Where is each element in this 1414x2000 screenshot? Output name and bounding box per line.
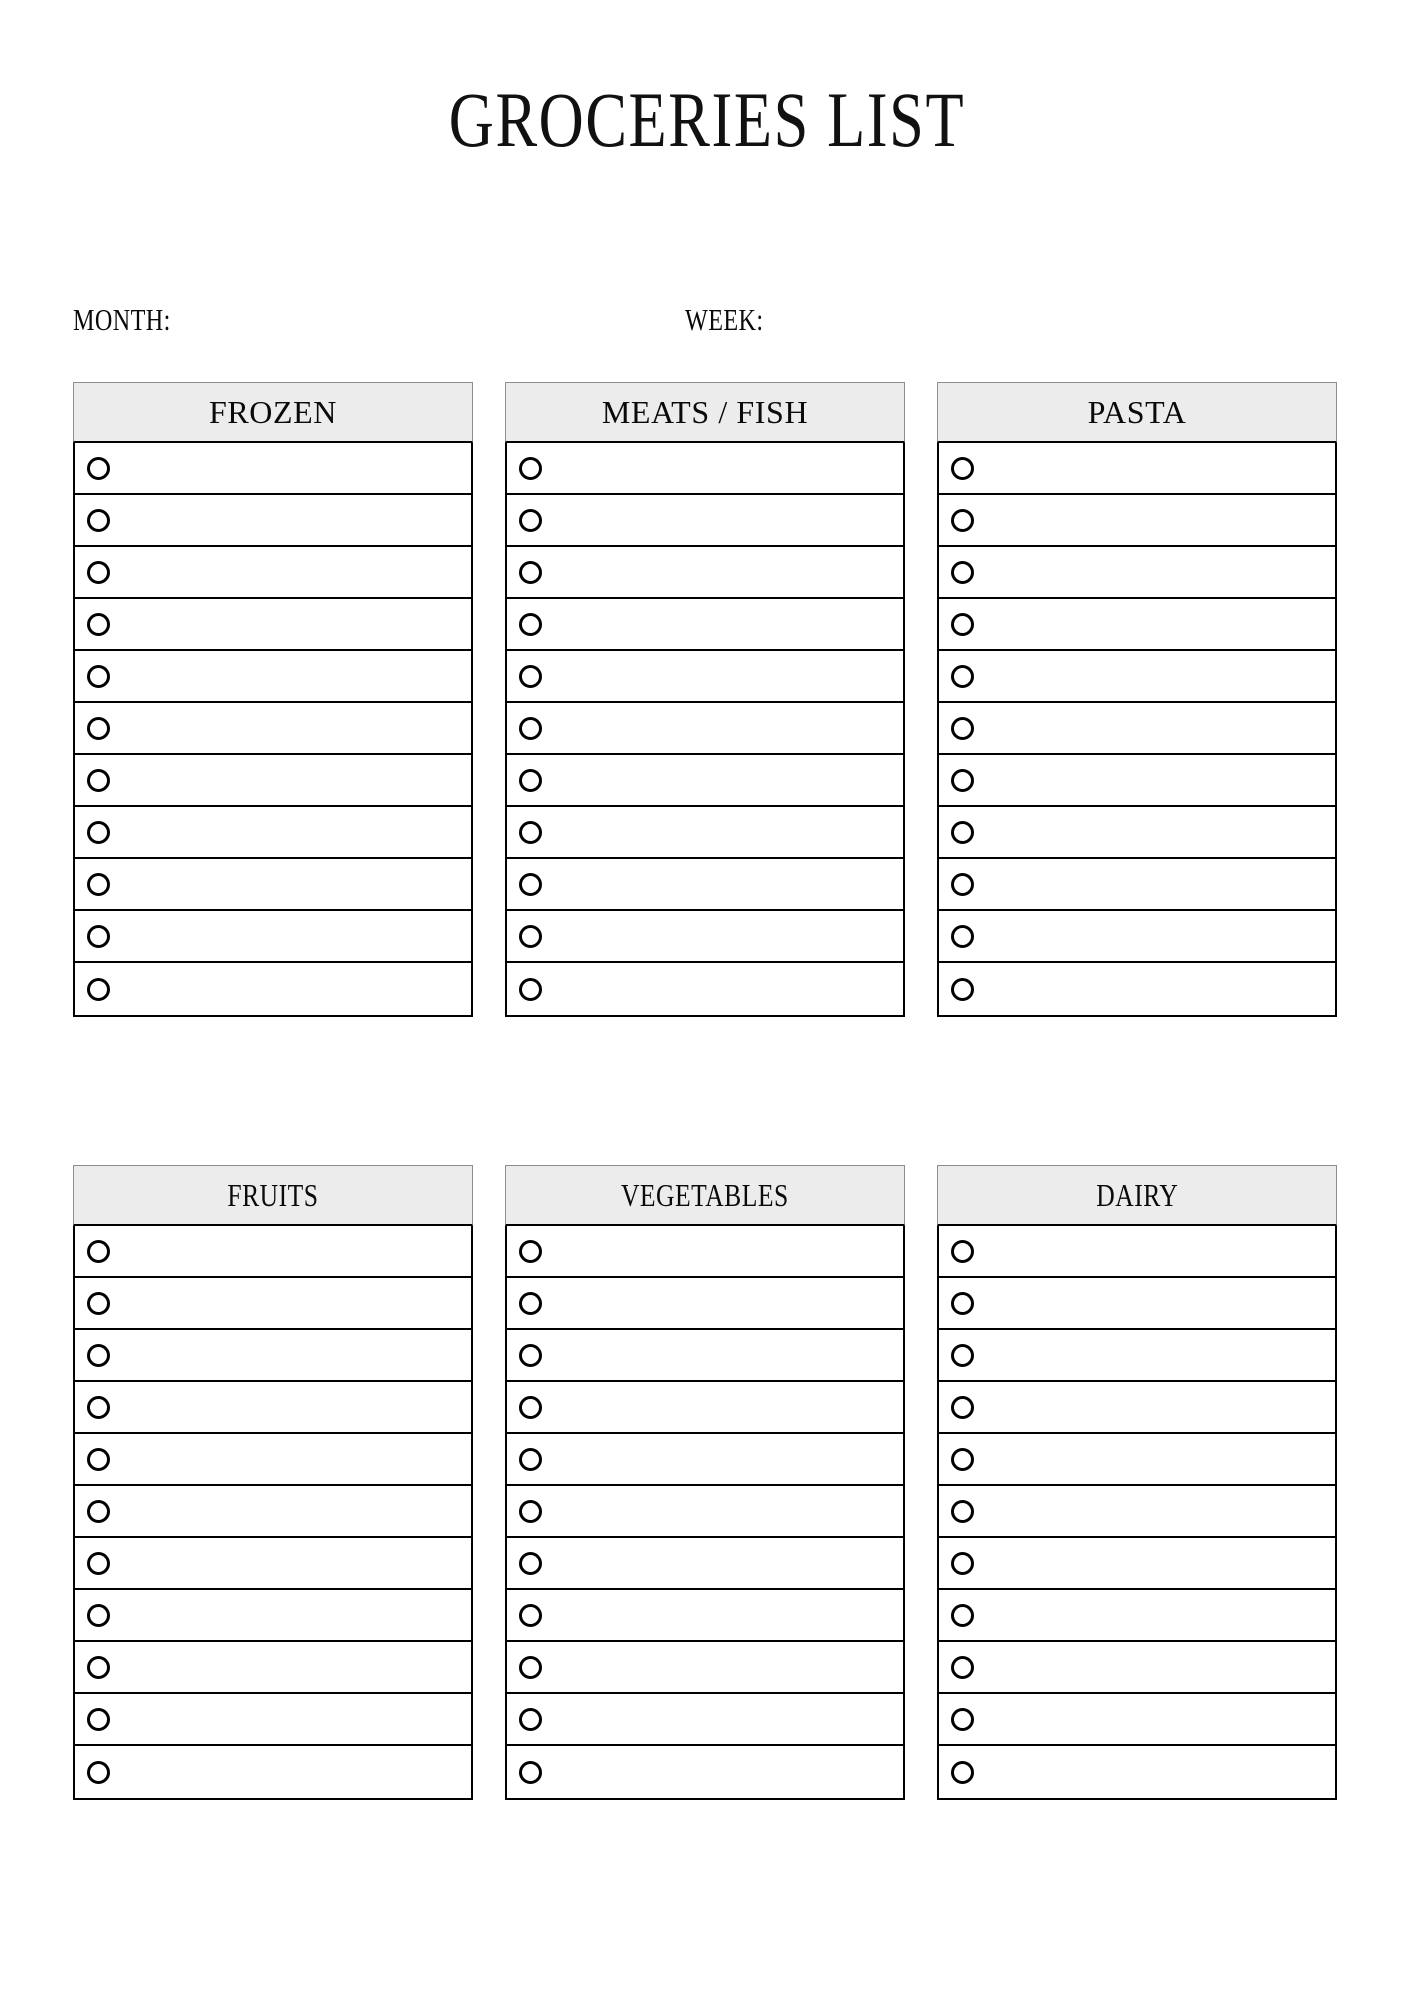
list-item[interactable] xyxy=(507,651,903,703)
category-rows xyxy=(505,1226,905,1800)
category-table-pasta xyxy=(937,382,1337,1017)
checkbox-circle-icon[interactable] xyxy=(87,1761,110,1784)
item-text-field[interactable] xyxy=(542,1746,903,1798)
checkbox-circle-icon[interactable] xyxy=(951,665,974,688)
list-item[interactable] xyxy=(75,1538,471,1590)
category-header xyxy=(505,382,905,443)
item-text-field[interactable] xyxy=(542,1382,903,1432)
checkbox-circle-icon[interactable] xyxy=(951,1604,974,1627)
checkbox-circle-icon[interactable] xyxy=(519,1344,542,1367)
list-item[interactable] xyxy=(75,599,471,651)
checkbox-circle-icon[interactable] xyxy=(87,978,110,1001)
item-text-field[interactable] xyxy=(110,547,471,597)
checkbox-circle-icon[interactable] xyxy=(519,925,542,948)
checkbox-circle-icon[interactable] xyxy=(951,1396,974,1419)
list-item[interactable] xyxy=(939,1226,1335,1278)
category-table-dairy xyxy=(937,1165,1337,1800)
category-rows xyxy=(505,443,905,1017)
category-table-frozen xyxy=(73,382,473,1017)
category-header xyxy=(73,382,473,443)
checkbox-circle-icon[interactable] xyxy=(519,1708,542,1731)
category-header xyxy=(937,1165,1337,1226)
item-text-field[interactable] xyxy=(974,1642,1335,1692)
list-item[interactable] xyxy=(75,443,471,495)
list-item[interactable] xyxy=(507,1226,903,1278)
item-text-field[interactable] xyxy=(110,1278,471,1328)
checkbox-circle-icon[interactable] xyxy=(87,873,110,896)
checkbox-circle-icon[interactable] xyxy=(87,769,110,792)
item-text-field[interactable] xyxy=(542,1538,903,1588)
list-item[interactable] xyxy=(75,859,471,911)
checkbox-circle-icon[interactable] xyxy=(519,665,542,688)
list-item[interactable] xyxy=(939,1538,1335,1590)
checkbox-circle-icon[interactable] xyxy=(951,1240,974,1263)
checkbox-circle-icon[interactable] xyxy=(519,1656,542,1679)
checkbox-circle-icon[interactable] xyxy=(951,1552,974,1575)
checkbox-circle-icon[interactable] xyxy=(951,1448,974,1471)
checkbox-circle-icon[interactable] xyxy=(519,1604,542,1627)
checkbox-circle-icon[interactable] xyxy=(951,1500,974,1523)
list-item[interactable] xyxy=(939,703,1335,755)
checkbox-circle-icon[interactable] xyxy=(87,1344,110,1367)
category-header xyxy=(505,1165,905,1226)
checkbox-circle-icon[interactable] xyxy=(951,1656,974,1679)
item-text-field[interactable] xyxy=(110,1226,471,1276)
item-text-field[interactable] xyxy=(974,1590,1335,1640)
item-text-field[interactable] xyxy=(974,1330,1335,1380)
checkbox-circle-icon[interactable] xyxy=(519,873,542,896)
checkbox-circle-icon[interactable] xyxy=(951,821,974,844)
list-item[interactable] xyxy=(939,1486,1335,1538)
list-item[interactable] xyxy=(75,495,471,547)
list-item[interactable] xyxy=(939,495,1335,547)
list-item[interactable] xyxy=(507,859,903,911)
item-text-field[interactable] xyxy=(974,1226,1335,1276)
list-item[interactable] xyxy=(507,495,903,547)
page-title: GROCERIES LIST xyxy=(448,76,966,163)
list-item[interactable] xyxy=(75,1694,471,1746)
item-text-field[interactable] xyxy=(110,651,471,701)
list-item[interactable] xyxy=(75,1382,471,1434)
checkbox-circle-icon[interactable] xyxy=(87,665,110,688)
list-item[interactable] xyxy=(507,1694,903,1746)
checkbox-circle-icon[interactable] xyxy=(519,561,542,584)
list-item[interactable] xyxy=(75,1330,471,1382)
item-text-field[interactable] xyxy=(110,807,471,857)
list-item[interactable] xyxy=(939,599,1335,651)
checkbox-circle-icon[interactable] xyxy=(951,509,974,532)
item-text-field[interactable] xyxy=(974,443,1335,493)
item-text-field[interactable] xyxy=(542,1642,903,1692)
list-item[interactable] xyxy=(75,1226,471,1278)
checkbox-circle-icon[interactable] xyxy=(519,1448,542,1471)
list-item[interactable] xyxy=(939,963,1335,1015)
item-text-field[interactable] xyxy=(110,963,471,1015)
list-item[interactable] xyxy=(939,755,1335,807)
checkbox-circle-icon[interactable] xyxy=(519,978,542,1001)
item-text-field[interactable] xyxy=(974,755,1335,805)
item-text-field[interactable] xyxy=(110,1434,471,1484)
list-item[interactable] xyxy=(939,547,1335,599)
list-item[interactable] xyxy=(507,1642,903,1694)
item-text-field[interactable] xyxy=(110,599,471,649)
item-text-field[interactable] xyxy=(110,1330,471,1380)
checkbox-circle-icon[interactable] xyxy=(519,613,542,636)
item-text-field[interactable] xyxy=(974,859,1335,909)
checkbox-circle-icon[interactable] xyxy=(87,1448,110,1471)
checkbox-circle-icon[interactable] xyxy=(87,1604,110,1627)
item-text-field[interactable] xyxy=(542,547,903,597)
list-item[interactable] xyxy=(939,1694,1335,1746)
category-rows xyxy=(73,443,473,1017)
item-text-field[interactable] xyxy=(110,703,471,753)
category-header-label: MEATS / FISH xyxy=(601,394,809,430)
list-item[interactable] xyxy=(75,911,471,963)
checkbox-circle-icon[interactable] xyxy=(87,1240,110,1263)
list-item[interactable] xyxy=(75,1486,471,1538)
checkbox-circle-icon[interactable] xyxy=(87,821,110,844)
item-text-field[interactable] xyxy=(974,547,1335,597)
list-item[interactable] xyxy=(75,1590,471,1642)
checkbox-circle-icon[interactable] xyxy=(87,1656,110,1679)
checkbox-circle-icon[interactable] xyxy=(519,1396,542,1419)
checkbox-circle-icon[interactable] xyxy=(951,1292,974,1315)
item-text-field[interactable] xyxy=(974,599,1335,649)
checkbox-circle-icon[interactable] xyxy=(87,1552,110,1575)
checkbox-circle-icon[interactable] xyxy=(951,1708,974,1731)
checkbox-circle-icon[interactable] xyxy=(519,509,542,532)
list-item[interactable] xyxy=(939,859,1335,911)
item-text-field[interactable] xyxy=(110,495,471,545)
list-item[interactable] xyxy=(939,1642,1335,1694)
category-table-fruits xyxy=(73,1165,473,1800)
list-item[interactable] xyxy=(939,1382,1335,1434)
list-item[interactable] xyxy=(939,1278,1335,1330)
checkbox-circle-icon[interactable] xyxy=(951,769,974,792)
item-text-field[interactable] xyxy=(542,1590,903,1640)
item-text-field[interactable] xyxy=(110,1382,471,1432)
list-item[interactable] xyxy=(939,1434,1335,1486)
list-item[interactable] xyxy=(507,1746,903,1798)
category-block-top xyxy=(73,382,1337,1017)
item-text-field[interactable] xyxy=(542,599,903,649)
category-header xyxy=(73,1165,473,1226)
item-text-field[interactable] xyxy=(110,1590,471,1640)
checkbox-circle-icon[interactable] xyxy=(519,457,542,480)
category-block-bottom xyxy=(73,1165,1337,1800)
item-text-field[interactable] xyxy=(542,1226,903,1276)
list-item[interactable] xyxy=(75,963,471,1015)
list-item[interactable] xyxy=(75,1434,471,1486)
checkbox-circle-icon[interactable] xyxy=(951,717,974,740)
checkbox-circle-icon[interactable] xyxy=(519,1552,542,1575)
week-label: WEEK: xyxy=(685,302,764,337)
list-item[interactable] xyxy=(507,1278,903,1330)
item-text-field[interactable] xyxy=(110,1694,471,1744)
item-text-field[interactable] xyxy=(974,1746,1335,1798)
checkbox-circle-icon[interactable] xyxy=(519,1500,542,1523)
checkbox-circle-icon[interactable] xyxy=(951,1344,974,1367)
category-header-label: DAIRY xyxy=(1095,1177,1179,1213)
item-text-field[interactable] xyxy=(974,963,1335,1015)
category-header-label: VEGETABLES xyxy=(621,1177,789,1213)
meta-row xyxy=(73,300,1337,342)
list-item[interactable] xyxy=(507,599,903,651)
checkbox-circle-icon[interactable] xyxy=(951,1761,974,1784)
category-header-label: PASTA xyxy=(1087,394,1187,430)
checkbox-circle-icon[interactable] xyxy=(519,769,542,792)
checkbox-circle-icon[interactable] xyxy=(87,717,110,740)
list-item[interactable] xyxy=(75,703,471,755)
checkbox-circle-icon[interactable] xyxy=(87,1708,110,1731)
checkbox-circle-icon[interactable] xyxy=(87,1500,110,1523)
category-table-vegetables xyxy=(505,1165,905,1800)
list-item[interactable] xyxy=(75,807,471,859)
checkbox-circle-icon[interactable] xyxy=(951,978,974,1001)
list-item[interactable] xyxy=(507,1538,903,1590)
list-item[interactable] xyxy=(507,443,903,495)
checkbox-circle-icon[interactable] xyxy=(87,925,110,948)
checkbox-circle-icon[interactable] xyxy=(87,1396,110,1419)
item-text-field[interactable] xyxy=(974,1434,1335,1484)
category-rows xyxy=(937,443,1337,1017)
item-text-field[interactable] xyxy=(110,859,471,909)
item-text-field[interactable] xyxy=(974,703,1335,753)
item-text-field[interactable] xyxy=(110,1746,471,1798)
item-text-field[interactable] xyxy=(110,1642,471,1692)
item-text-field[interactable] xyxy=(542,807,903,857)
list-item[interactable] xyxy=(507,963,903,1015)
list-item[interactable] xyxy=(75,1278,471,1330)
item-text-field[interactable] xyxy=(974,1382,1335,1432)
list-item[interactable] xyxy=(507,911,903,963)
list-item[interactable] xyxy=(507,1434,903,1486)
list-item[interactable] xyxy=(75,1746,471,1798)
list-item[interactable] xyxy=(939,807,1335,859)
list-item[interactable] xyxy=(507,755,903,807)
checkbox-circle-icon[interactable] xyxy=(951,873,974,896)
list-item[interactable] xyxy=(939,911,1335,963)
checkbox-circle-icon[interactable] xyxy=(87,1292,110,1315)
list-item[interactable] xyxy=(507,1382,903,1434)
item-text-field[interactable] xyxy=(542,911,903,961)
list-item[interactable] xyxy=(75,651,471,703)
checkbox-circle-icon[interactable] xyxy=(951,457,974,480)
item-text-field[interactable] xyxy=(542,859,903,909)
list-item[interactable] xyxy=(939,651,1335,703)
item-text-field[interactable] xyxy=(542,443,903,493)
item-text-field[interactable] xyxy=(974,651,1335,701)
item-text-field[interactable] xyxy=(974,807,1335,857)
item-text-field[interactable] xyxy=(110,443,471,493)
item-text-field[interactable] xyxy=(542,755,903,805)
checkbox-circle-icon[interactable] xyxy=(519,1240,542,1263)
item-text-field[interactable] xyxy=(542,1434,903,1484)
list-item[interactable] xyxy=(75,755,471,807)
checkbox-circle-icon[interactable] xyxy=(87,561,110,584)
checkbox-circle-icon[interactable] xyxy=(951,613,974,636)
list-item[interactable] xyxy=(75,547,471,599)
checkbox-circle-icon[interactable] xyxy=(519,821,542,844)
checkbox-circle-icon[interactable] xyxy=(951,561,974,584)
checkbox-circle-icon[interactable] xyxy=(519,1761,542,1784)
month-label: MONTH: xyxy=(73,302,171,337)
item-text-field[interactable] xyxy=(974,1538,1335,1588)
checkbox-circle-icon[interactable] xyxy=(87,509,110,532)
category-header xyxy=(937,382,1337,443)
item-text-field[interactable] xyxy=(110,1538,471,1588)
list-item[interactable] xyxy=(507,807,903,859)
list-item[interactable] xyxy=(75,1642,471,1694)
list-item[interactable] xyxy=(939,1746,1335,1798)
list-item[interactable] xyxy=(507,703,903,755)
checkbox-circle-icon[interactable] xyxy=(951,925,974,948)
checkbox-circle-icon[interactable] xyxy=(519,717,542,740)
list-item[interactable] xyxy=(507,1590,903,1642)
list-item[interactable] xyxy=(939,1590,1335,1642)
checkbox-circle-icon[interactable] xyxy=(87,457,110,480)
list-item[interactable] xyxy=(507,547,903,599)
category-table-meats-fish xyxy=(505,382,905,1017)
item-text-field[interactable] xyxy=(974,1278,1335,1328)
item-text-field[interactable] xyxy=(542,651,903,701)
item-text-field[interactable] xyxy=(542,495,903,545)
checkbox-circle-icon[interactable] xyxy=(519,1292,542,1315)
category-rows xyxy=(937,1226,1337,1800)
category-header-label: FRUITS xyxy=(227,1177,319,1213)
checkbox-circle-icon[interactable] xyxy=(87,613,110,636)
item-text-field[interactable] xyxy=(974,911,1335,961)
list-item[interactable] xyxy=(507,1330,903,1382)
item-text-field[interactable] xyxy=(974,495,1335,545)
item-text-field[interactable] xyxy=(542,1486,903,1536)
item-text-field[interactable] xyxy=(542,1330,903,1380)
item-text-field[interactable] xyxy=(110,911,471,961)
item-text-field[interactable] xyxy=(110,755,471,805)
item-text-field[interactable] xyxy=(974,1694,1335,1744)
category-header-label: FROZEN xyxy=(208,394,338,430)
item-text-field[interactable] xyxy=(542,1278,903,1328)
item-text-field[interactable] xyxy=(542,703,903,753)
item-text-field[interactable] xyxy=(974,1486,1335,1536)
item-text-field[interactable] xyxy=(542,963,903,1015)
list-item[interactable] xyxy=(939,443,1335,495)
list-item[interactable] xyxy=(939,1330,1335,1382)
item-text-field[interactable] xyxy=(542,1694,903,1744)
item-text-field[interactable] xyxy=(110,1486,471,1536)
list-item[interactable] xyxy=(507,1486,903,1538)
category-rows xyxy=(73,1226,473,1800)
